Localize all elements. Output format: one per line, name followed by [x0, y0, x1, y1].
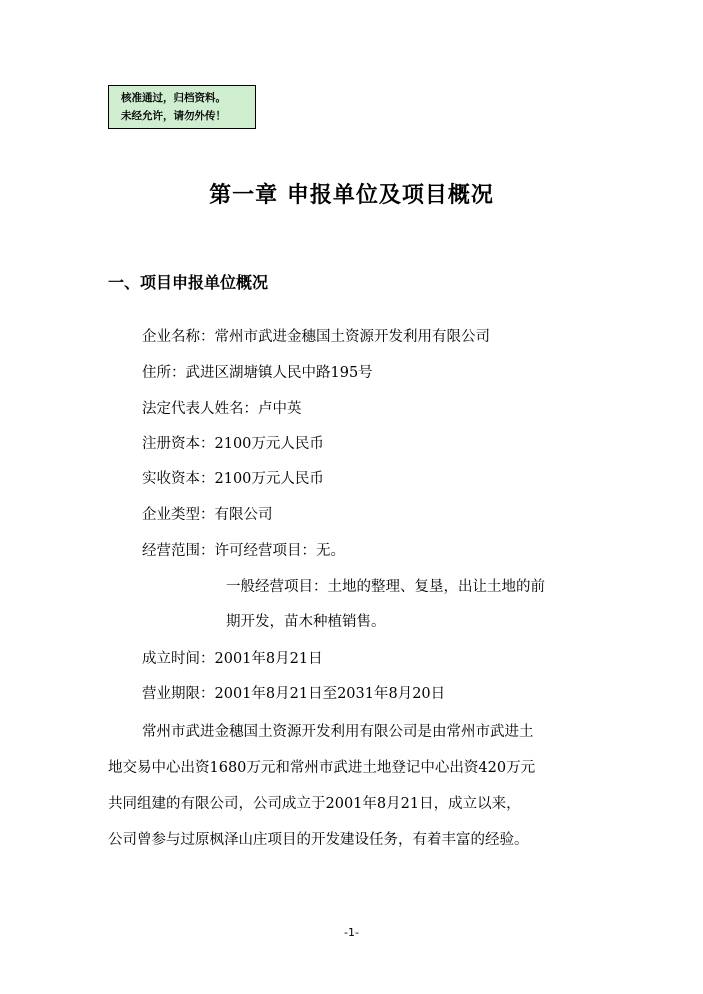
field-label: 注册资本：	[142, 436, 215, 452]
field-value: 一般经营项目：土地的整理、复垦，出让土地的前	[226, 579, 545, 595]
field-established	[142, 647, 323, 668]
field-value: 有限公司	[214, 507, 273, 523]
chapter-title: 第一章 申报单位及项目概况	[209, 183, 494, 208]
field-address	[142, 361, 373, 382]
field-label: 实收资本：	[142, 471, 215, 487]
page-number: -1-	[344, 926, 359, 939]
field-legal-rep	[142, 397, 302, 418]
field-label: 法定代表人姓名：	[142, 401, 258, 417]
field-label: 企业类型：	[142, 507, 215, 523]
field-value: 许可经营项目：无。	[214, 543, 345, 559]
paragraph-line: 地交易中心出资1680万元和常州市武进土地登记中心出资420万元	[108, 760, 536, 776]
field-value: 期开发，苗木种植销售。	[226, 614, 386, 630]
field-business-scope-line2	[226, 575, 545, 596]
field-value: 2100万元人民币	[214, 471, 324, 487]
field-value: 武进区湖塘镇人民中路195号	[185, 365, 373, 381]
section-title: 一、项目申报单位概况	[108, 273, 269, 292]
stamp-line-1: 核准通过，归档资料。	[121, 92, 226, 104]
field-company-type	[142, 503, 273, 524]
field-value: 2001年8月21日至2031年8月20日	[214, 686, 446, 702]
field-value: 常州市武进金穗国土资源开发利用有限公司	[214, 329, 490, 345]
field-business-term	[142, 682, 445, 703]
paragraph-line: 共同组建的有限公司，公司成立于2001年8月21日，成立以来，	[108, 796, 521, 812]
field-label: 成立时间：	[142, 651, 215, 667]
field-value: 卢中英	[258, 401, 302, 417]
stamp-line-2: 未经允许，请勿外传！	[121, 110, 226, 122]
field-label: 经营范围：	[142, 543, 215, 559]
paragraph-line: 常州市武进金穗国土资源开发利用有限公司是由常州市武进土	[142, 724, 534, 740]
field-business-scope-line3	[226, 610, 386, 631]
approval-stamp	[108, 85, 256, 129]
field-label: 住所：	[142, 365, 186, 381]
field-label: 营业期限：	[142, 686, 215, 702]
field-value: 2100万元人民币	[214, 436, 324, 452]
field-value: 2001年8月21日	[214, 651, 323, 667]
paragraph-line: 公司曾参与过原枫泽山庄项目的开发建设任务，有着丰富的经验。	[108, 832, 529, 848]
field-registered-capital	[142, 432, 324, 453]
field-business-scope	[142, 539, 345, 560]
field-label: 企业名称：	[142, 329, 215, 345]
company-description	[108, 714, 600, 858]
field-paid-capital	[142, 467, 324, 488]
field-company-name	[142, 325, 490, 346]
